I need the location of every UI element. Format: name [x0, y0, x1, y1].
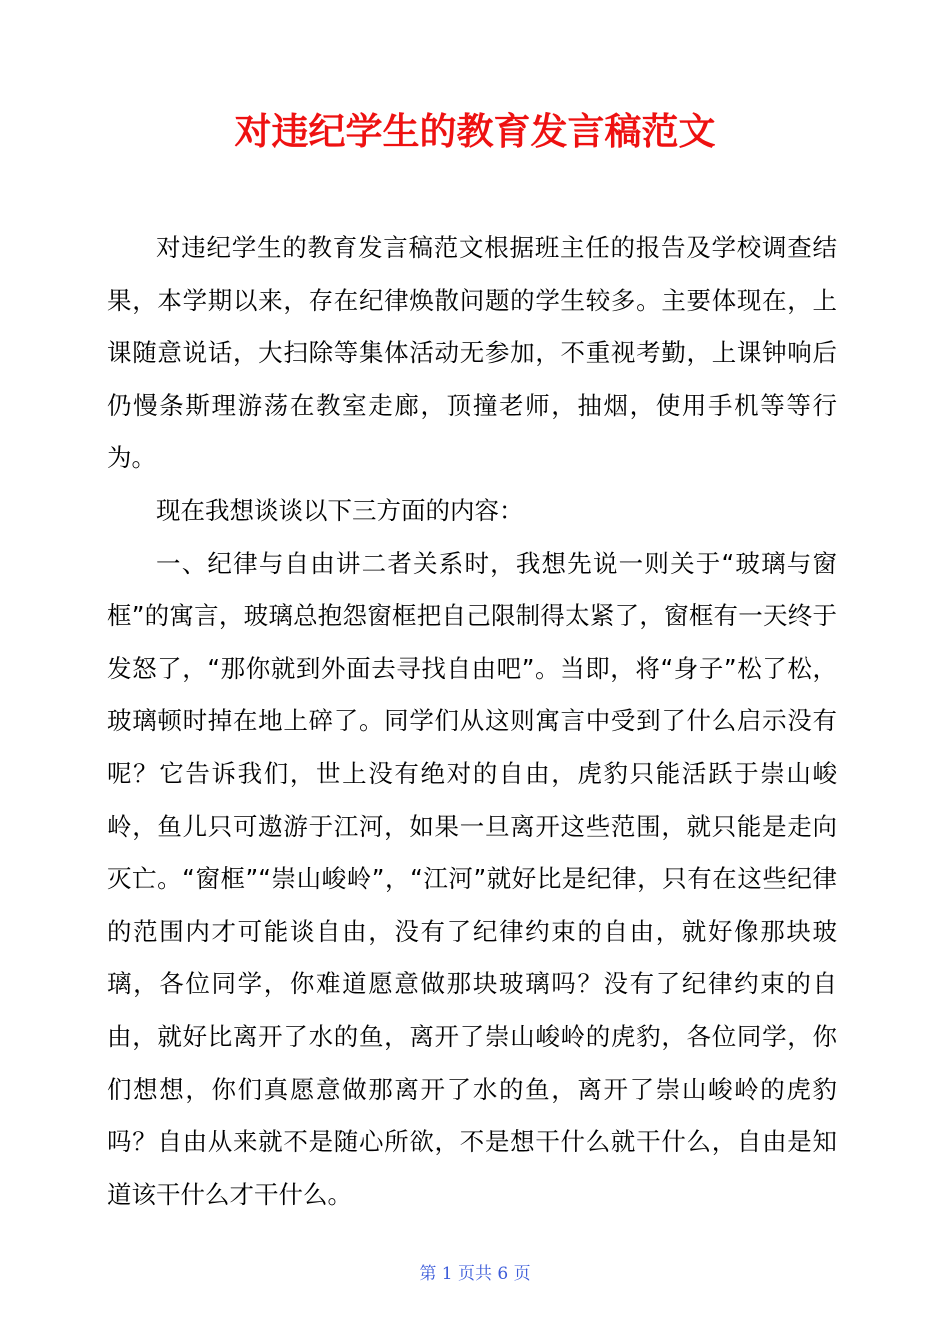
paragraph-intro: 对违纪学生的教育发言稿范文根据班主任的报告及学校调查结果，本学期以来，存在纪律焕散问题的学生较多。主要体现在，上课随意说话，大扫除等集体活动无参加，不重视考勤，上课钟响后仍慢条斯理游荡在教室走廊，顶撞老师，抽烟，使用手机等等行为。: [107, 233, 837, 473]
page-number-footer: 第 1 页共 6 页: [419, 1264, 531, 1284]
paragraph-section-one: 一、纪律与自由讲二者关系时，我想先说一则关于“玻璃与窗框”的寓言，玻璃总抱怨窗框把自己限制得太紧了，窗框有一天终于发怒了，“那你就到外面去寻找自由吧”。当即，将“身子”松了松，玻璃顿时掉在地上碎了。同学们从这则寓言中受到了什么启示没有呢？它告诉我们，世上没有绝对的自由，虎豹只能活跃于崇山峻岭，鱼儿只可遨游于江河，如果一旦离开这些范围，就只能是走向灭亡。“窗框”“崇山峻岭”，“江河”就好比是纪律，只有在这些纪律的范围内才可能谈自由，没有了纪律约束的自由，就好像那块玻璃，各位同学，你难道愿意做那块玻璃吗？没有了纪律约束的自由，就好比离开了水的鱼，离开了崇山峻岭的虎豹，各位同学，你们想想，你们真愿意做那离开了水的鱼，离开了崇山峻岭的虎豹吗？自由从来就不是随心所欲，不是想干什么就干什么，自由是知道该干什么才干什么。: [107, 548, 837, 1209]
document-body: [107, 222, 837, 1221]
document-title: 对违纪学生的教育发言稿范文: [234, 110, 716, 153]
paragraph-topics: 现在我想谈谈以下三方面的内容：: [156, 495, 524, 525]
